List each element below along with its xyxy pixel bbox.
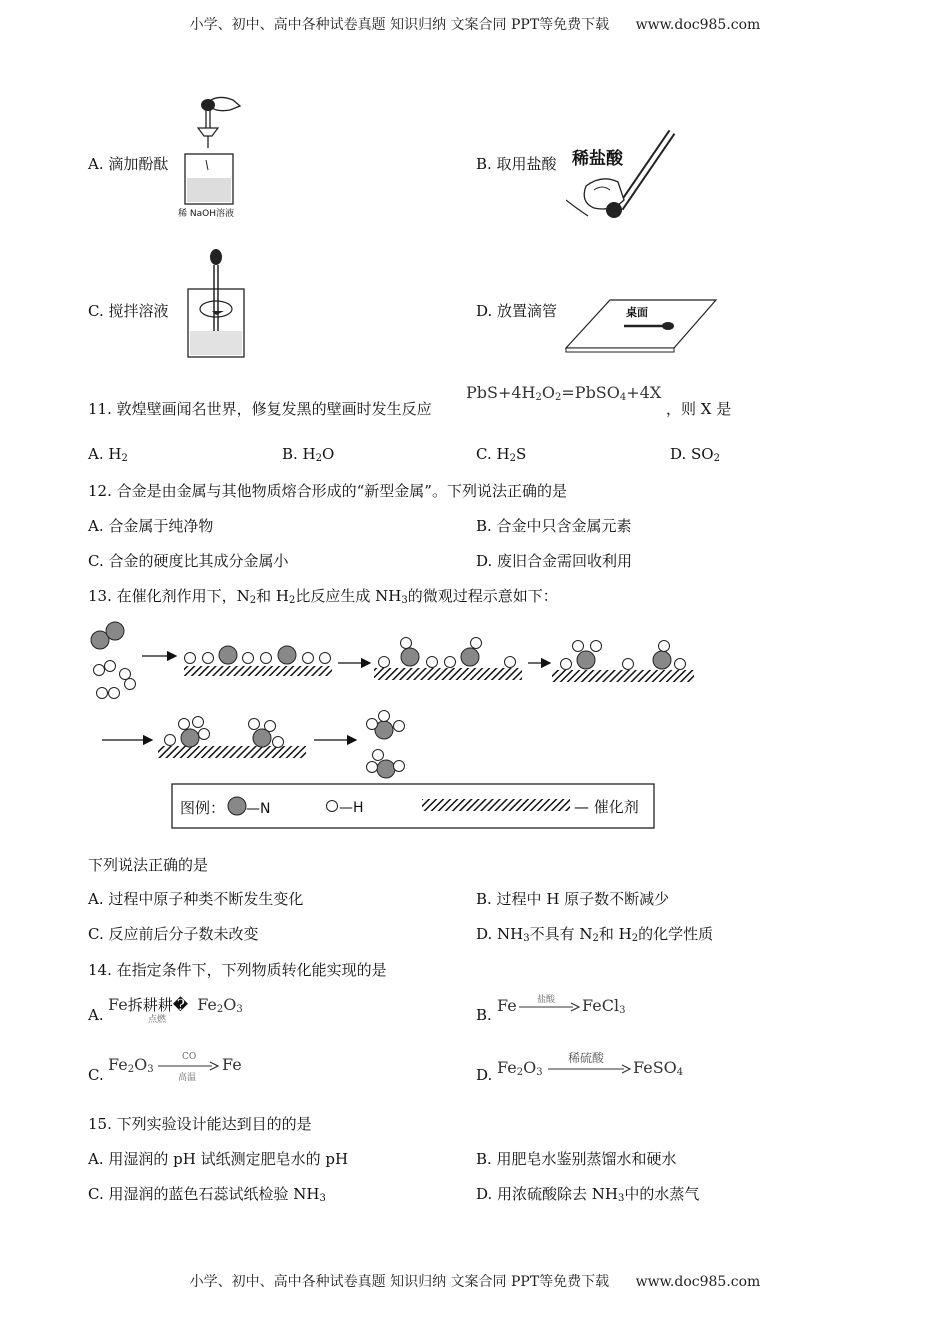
formula-sub: 4 xyxy=(676,1067,684,1078)
stem-part: 13. 在催化剂作用下，N xyxy=(88,587,250,605)
q14-stem: 14. 在指定条件下，下列物质转化能实现的是 xyxy=(88,961,387,979)
formula-sub: 2 xyxy=(516,1067,524,1078)
q14-option-b-letter: B. xyxy=(476,1006,492,1024)
formula-sub: 3 xyxy=(619,1005,626,1016)
reaction-microprocess-diagram xyxy=(88,616,708,834)
q11-option-d xyxy=(670,445,720,464)
option-sub: 2 xyxy=(713,453,720,464)
formula-part: Fe xyxy=(497,1058,517,1077)
eq-part: PbS+4H xyxy=(466,383,536,402)
q15-option-a: A. 用湿润的 pH 试纸测定肥皂水的 pH xyxy=(88,1150,349,1168)
formula-sub: 3 xyxy=(536,1067,543,1078)
stage-initial-molecules xyxy=(91,622,136,699)
option-sub: 3 xyxy=(319,1193,326,1204)
eq-sub: 2 xyxy=(535,392,542,403)
q12-option-b: B. 合金中只含金属元素 xyxy=(476,517,632,535)
q14-option-b-to xyxy=(582,996,625,1016)
formula-sub: 2 xyxy=(216,1004,224,1015)
q13-option-d xyxy=(476,923,713,944)
q10-option-d: D. 放置滴管 xyxy=(476,302,558,320)
eq-part: =PbSO xyxy=(561,383,620,402)
formula-part: Fe xyxy=(197,995,217,1014)
option-sub: 2 xyxy=(121,453,128,464)
option-sub: 2 xyxy=(509,453,516,464)
dropper-into-beaker-figure xyxy=(178,92,268,220)
q15-stem: 15. 下列实验设计能达到目的的是 xyxy=(88,1115,312,1133)
q14-option-a-formula xyxy=(108,994,243,1015)
q11-stem-post: ，则 X 是 xyxy=(666,400,732,418)
q13-question: 下列说法正确的是 xyxy=(88,856,209,874)
formula-sub: 3 xyxy=(147,1064,154,1075)
figure-d-label: 桌面 xyxy=(626,306,648,319)
q10-option-b: B. 取用盐酸 xyxy=(476,155,557,173)
diagram-legend xyxy=(172,784,654,828)
stem-sub: 2 xyxy=(249,595,257,606)
q14-option-d-to xyxy=(633,1058,683,1078)
stem-sub: 2 xyxy=(288,595,296,606)
dropper-on-table-figure xyxy=(564,296,720,356)
q12-option-d: D. 废旧合金需回收利用 xyxy=(476,552,633,570)
q15-option-b: B. 用肥皂水鉴别蒸馏水和硬水 xyxy=(476,1150,677,1168)
q14-option-c-to: Fe xyxy=(222,1055,242,1074)
option-tail: S xyxy=(515,445,527,463)
option-part: 的化学性质 xyxy=(638,925,714,943)
q10-option-a: A. 滴加酚酞 xyxy=(88,155,169,173)
q14-option-a-letter: A. xyxy=(88,1006,104,1024)
option-label: A. H xyxy=(88,445,122,463)
eq-part: +4X xyxy=(626,383,662,402)
q11-equation xyxy=(466,383,661,403)
option-sub: 2 xyxy=(631,933,639,944)
stem-sub: 3 xyxy=(401,595,408,606)
stem-part: 的微观过程示意如下： xyxy=(407,587,558,605)
option-tail: O xyxy=(322,445,335,463)
q10-option-c: C. 搅拌溶液 xyxy=(88,302,169,320)
stage-nh2-forming xyxy=(552,641,694,683)
option-part: 不具有 N xyxy=(529,925,593,943)
q15-option-c xyxy=(88,1183,326,1204)
taking-acid-figure xyxy=(566,128,686,226)
option-label: D. SO xyxy=(670,445,714,463)
legend-h: —H xyxy=(339,800,364,816)
stage-nh3-adsorbed xyxy=(158,717,306,759)
q13-option-c: C. 反应前后分子数未改变 xyxy=(88,925,259,943)
q13-stem xyxy=(88,585,558,606)
formula-part: Fe xyxy=(108,995,128,1014)
q14-option-d-condition: 稀硫酸 xyxy=(568,1051,605,1065)
legend-n: —N xyxy=(246,801,271,817)
q14-option-c-from xyxy=(108,1055,154,1075)
legend-title: 图例： xyxy=(180,799,226,817)
option-sub: 3 xyxy=(618,1193,625,1204)
q14-option-c-condition-top: CO xyxy=(182,1052,197,1062)
page-header xyxy=(0,14,950,34)
formula-part: FeSO xyxy=(633,1058,677,1077)
stage-nh-forming xyxy=(374,638,522,681)
page-footer xyxy=(0,1271,950,1291)
option-part: 中的水蒸气 xyxy=(624,1185,700,1203)
eq-sub: 2 xyxy=(555,392,562,403)
option-sub: 2 xyxy=(592,933,599,944)
q12-option-c: C. 合金的硬度比其成分金属小 xyxy=(88,552,289,570)
option-label: C. H xyxy=(476,445,510,463)
footer-site: www.doc985.com xyxy=(635,1274,761,1290)
option-part: C. 用湿润的蓝色石蕊试纸检验 NH xyxy=(88,1185,320,1203)
formula-part: O xyxy=(223,995,237,1014)
header-text: 小学、初中、高中各种试卷真题 知识归纳 文案合同 PPT等免费下载 xyxy=(189,17,610,33)
q14-option-b-condition: 盐酸 xyxy=(537,995,556,1005)
formula-sub: 3 xyxy=(236,1004,243,1015)
q14-option-a-condition: 点燃 xyxy=(148,1015,167,1025)
formula-part: O xyxy=(523,1058,537,1077)
formula-sub: 2 xyxy=(127,1064,135,1075)
q15-option-d xyxy=(476,1183,699,1204)
q12-option-a: A. 合金属于纯净物 xyxy=(88,517,214,535)
garbled-arrow-text: 拆耕耕� xyxy=(127,996,189,1014)
formula-part: FeCl xyxy=(582,996,620,1015)
q14-option-c-letter: C. xyxy=(88,1066,104,1084)
q14-option-d-arrow xyxy=(548,1063,632,1075)
formula-part: O xyxy=(134,1055,148,1074)
legend-catalyst: — 催化剂 xyxy=(574,798,639,816)
option-label: B. H xyxy=(282,445,316,463)
formula-part: Fe xyxy=(108,1055,128,1074)
q11-option-b xyxy=(282,445,334,464)
q14-option-b-from: Fe xyxy=(497,996,517,1015)
option-part: D. NH xyxy=(476,925,524,943)
q11-stem-pre: 11. 敦煌壁画闻名世界，修复发黑的壁画时发生反应 xyxy=(88,400,432,418)
q14-option-c-condition-bottom: 高温 xyxy=(178,1073,197,1083)
header-site: www.doc985.com xyxy=(635,17,761,33)
option-part: 和 H xyxy=(598,925,632,943)
footer-text: 小学、初中、高中各种试卷真题 知识归纳 文案合同 PPT等免费下载 xyxy=(189,1274,610,1290)
stage-adsorbed xyxy=(184,646,332,676)
q14-option-d-from xyxy=(497,1058,543,1078)
option-sub: 2 xyxy=(315,453,323,464)
option-sub: 3 xyxy=(523,933,530,944)
stage-nh3-released xyxy=(367,711,405,779)
q13-option-b: B. 过程中 H 原子数不断减少 xyxy=(476,890,670,908)
figure-b-label: 稀盐酸 xyxy=(572,149,623,169)
stem-part: 和 H xyxy=(256,587,289,605)
eq-part: O xyxy=(541,383,556,402)
q12-stem: 12. 合金是由金属与其他物质熔合形成的“新型金属”。下列说法正确的是 xyxy=(88,482,567,500)
stirring-figure xyxy=(184,247,250,362)
stem-part: 比反应生成 NH xyxy=(295,587,402,605)
q11-stem xyxy=(88,398,432,419)
q11-option-c xyxy=(476,445,526,464)
eq-sub: 4 xyxy=(619,392,627,403)
q13-option-a: A. 过程中原子种类不断发生变化 xyxy=(88,890,304,908)
figure-a-label: 稀 NaOH溶液 xyxy=(178,209,234,219)
q11-option-a xyxy=(88,445,128,464)
q14-option-b-arrow xyxy=(519,1000,581,1012)
q14-option-d-letter: D. xyxy=(476,1066,493,1084)
option-part: D. 用浓硫酸除去 NH xyxy=(476,1185,619,1203)
